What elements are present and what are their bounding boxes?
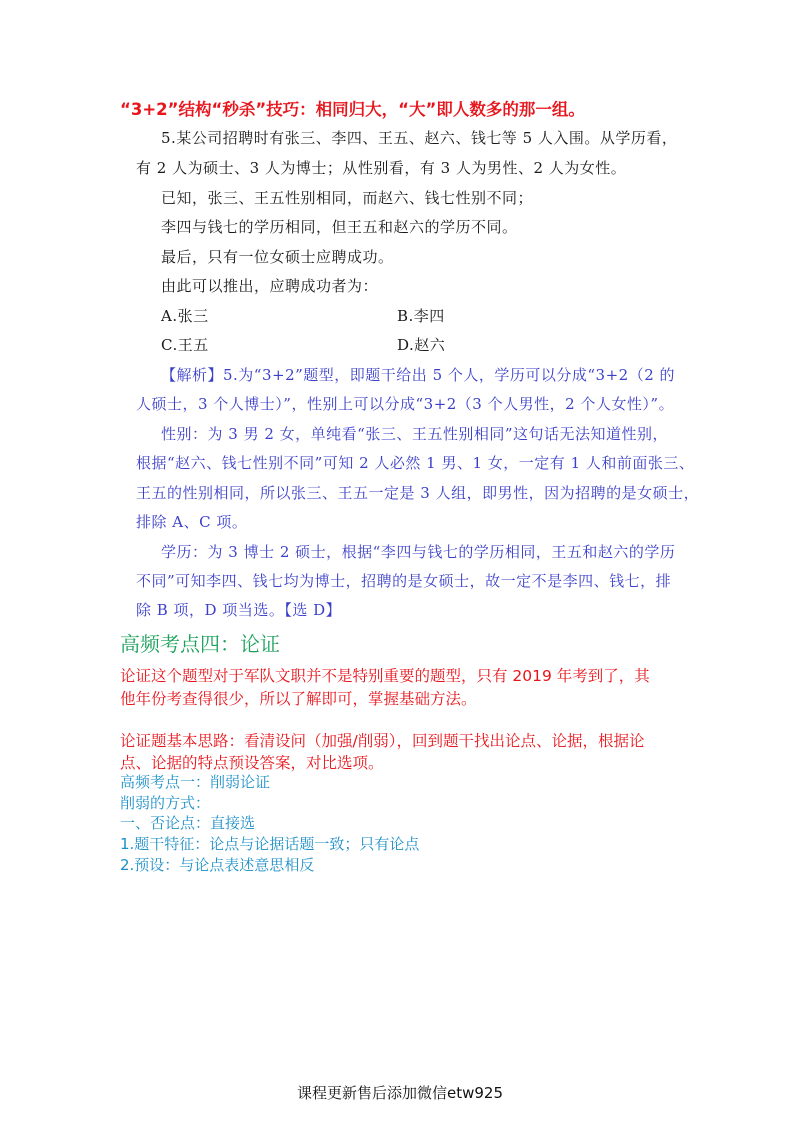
analysis-p3-line-3: 除 B 项，D 项当选。【选 D】 [136, 601, 342, 619]
section-heading: 高频考点四：论证 [120, 632, 280, 656]
approach-note-line-2: 点、论据的特点预设答案，对比选项。 [120, 754, 384, 772]
analysis-p3-line-2: 不同”可知李四、钱七均为博士，招聘的是女硕士，故一定不是李四、钱七，排 [136, 572, 672, 590]
analysis-p1-line-1: 【解析】5.为“3+2”题型，即题干给出 5 个人，学历可以分成“3+2（2 的 [161, 366, 676, 384]
intro-note-line-2: 他年份考查得很少，所以了解即可，掌握基础方法。 [120, 690, 477, 708]
question-line-3: 已知，张三、王五性别相同，而赵六、钱七性别不同； [161, 189, 534, 207]
subsection-title: 高频考点一：削弱论证 [120, 773, 271, 791]
method-item-1: 1.题干特征：论点与论据话题一致；只有论点 [120, 835, 420, 853]
question-line-5: 最后，只有一位女硕士应聘成功。 [161, 248, 394, 266]
analysis-p1-line-2: 人硕士，3 个人博士）”，性别上可以分成“3+2（3 个人男性，2 个人女性）”。 [136, 395, 675, 413]
methods-label: 削弱的方式： [120, 794, 211, 812]
analysis-p2-line-2: 根据“赵六、钱七性别不同”可知 2 人必然 1 男、1 女，一定有 1 人和前面张三、 [136, 454, 695, 472]
question-line-6: 由此可以推出，应聘成功者为： [161, 277, 379, 295]
analysis-p3-line-1: 学历：为 3 博士 2 硕士，根据“李四与钱七的学历相同，王五和赵六的学历 [161, 543, 676, 561]
header-tip: “3+2”结构“秒杀”技巧：相同归大，“大”即人数多的那一组。 [120, 100, 585, 119]
analysis-p2-line-3: 王五的性别相同，所以张三、王五一定是 3 人组，即男性，因为招聘的是女硕士， [136, 484, 700, 502]
approach-note-line-1: 论证题基本思路：看清设问（加强/削弱），回到题干找出论点、论据，根据论 [120, 732, 645, 750]
option-d: D.赵六 [397, 336, 446, 354]
option-c: C.王五 [161, 336, 209, 354]
footer-note: 课程更新售后添加微信etw925 [296, 1084, 503, 1102]
question-line-2: 有 2 人为硕士、3 人为博士；从性别看，有 3 人为男性、2 人为女性。 [136, 159, 627, 177]
analysis-p2-line-1: 性别：为 3 男 2 女，单纯看“张三、王五性别相同”这句话无法知道性别， [161, 425, 668, 443]
question-line-4: 李四与钱七的学历相同，但王五和赵六的学历不同。 [161, 218, 518, 236]
method-item-2: 2.预设：与论点表述意思相反 [120, 856, 315, 874]
question-line-1: 5.某公司招聘时有张三、李四、王五、赵六、钱七等 5 人入围。从学历看， [161, 129, 678, 147]
method-one: 一、否论点：直接选 [120, 814, 256, 832]
analysis-p2-line-4: 排除 A、C 项。 [136, 513, 248, 531]
option-a: A.张三 [161, 307, 209, 325]
intro-note-line-1: 论证这个题型对于军队文职并不是特别重要的题型，只有 2019 年考到了，其 [120, 667, 650, 685]
option-b: B.李四 [397, 307, 445, 325]
